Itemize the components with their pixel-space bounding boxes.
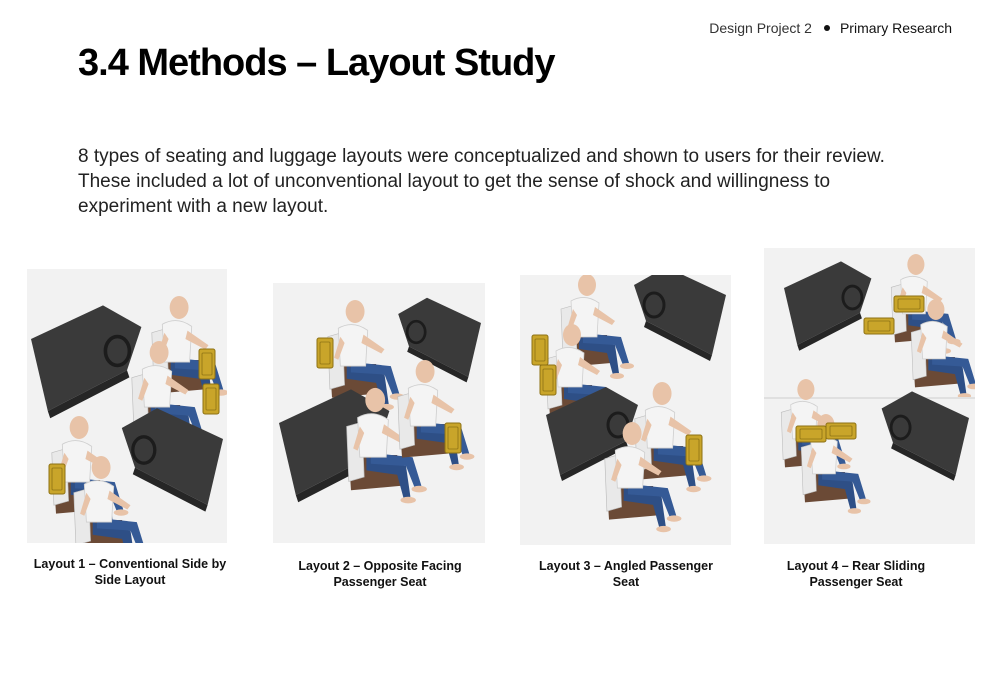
layout-1-caption: Layout 1 – Conventional Side by Side Layout	[33, 557, 227, 587]
page-title: 3.4 Methods – Layout Study	[78, 42, 555, 84]
intro-paragraph: 8 types of seating and luggage layouts were conceptualized and shown to users for their review. These included a lot of unconventional layout to get the sense of shock and willingness to experiment with a new layout.	[78, 146, 885, 217]
page-header	[709, 20, 952, 36]
layout-2-caption: Layout 2 – Opposite Facing Passenger Seat	[298, 559, 462, 589]
section-name: Primary Research	[839, 20, 952, 36]
layout-2-image	[273, 283, 485, 543]
layout-3-caption: Layout 3 – Angled Passenger Seat	[539, 559, 713, 589]
project-name: Design Project 2	[709, 20, 812, 36]
layout-3-image	[520, 275, 731, 545]
layout-1-image	[27, 269, 227, 543]
separator-dot-icon	[824, 25, 830, 31]
layout-4-caption: Layout 4 – Rear Sliding Passenger Seat	[786, 559, 926, 589]
layout-4-image	[764, 248, 975, 544]
